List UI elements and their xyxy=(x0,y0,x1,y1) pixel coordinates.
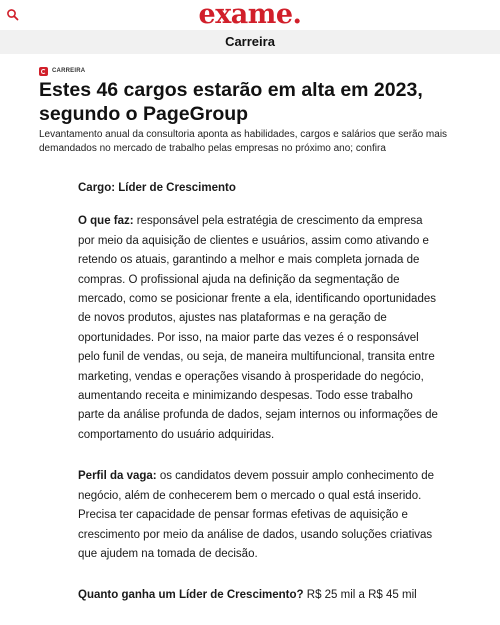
section-title[interactable]: Carreira xyxy=(0,30,500,54)
job-title: Cargo: Líder de Crescimento xyxy=(78,182,236,194)
job-profile xyxy=(78,467,438,564)
job-salary xyxy=(78,586,438,605)
job-salary-text: R$ 25 mil a R$ 45 mil xyxy=(303,589,417,602)
job-profile-text: os candidatos devem possuir amplo conhecimento de negócio, além de conhecerem bem o mercado o qual está inserido. Precisa ter capacidade de pensar formas efetivas de aquisição e crescimento por meio da análise de dados, usando soluções criativas que ajudem na tomada de decisão. xyxy=(78,470,435,560)
exame-badge-icon xyxy=(39,67,48,76)
job-description-label: O que faz: xyxy=(78,215,134,228)
article-title: Estes 46 cargos estarão em alta em 2023, segundo o PageGroup xyxy=(39,79,423,125)
job-description-text: responsável pela estratégia de crescimento da empresa por meio da aquisição de clientes e usuários, assim como ativando e retendo os atuais, garantindo a melhor e mais completa jornada de compras. O profissional ajuda na definição da segmentação de mercado, como se posicionar frente a ela, identificando oportunidades de novos produtos, ajustes nas plataformas e na geração de oportunidades. Por isso, na maior parte das vezes é o responsável pelo funil de vendas, ou seja, de maneira multifuncional, transita entre marketing, vendas e operações visando à prosperidade do negócio, aumentando receita e minimizando despesas. Todo esse trabalho parte da análise profunda de dados, sejam internos ou informações de comportamento do usuário adquiridas. xyxy=(78,215,438,441)
article-subtitle: Levantamento anual da consultoria aponta as habilidades, cargos e salários que serão mais demandados no mercado de trabalho pelas empresas no próximo ano; confira xyxy=(39,129,448,154)
job-profile-label: Perfil da vaga: xyxy=(78,470,157,483)
job-description xyxy=(78,212,438,445)
job-salary-label: Quanto ganha um Líder de Crescimento? xyxy=(78,589,304,602)
category-tag[interactable] xyxy=(39,66,85,76)
top-bar xyxy=(0,0,500,30)
category-label: CARREIRA xyxy=(52,68,86,74)
article-body xyxy=(78,179,438,606)
site-logo[interactable]: exame. xyxy=(198,0,302,30)
